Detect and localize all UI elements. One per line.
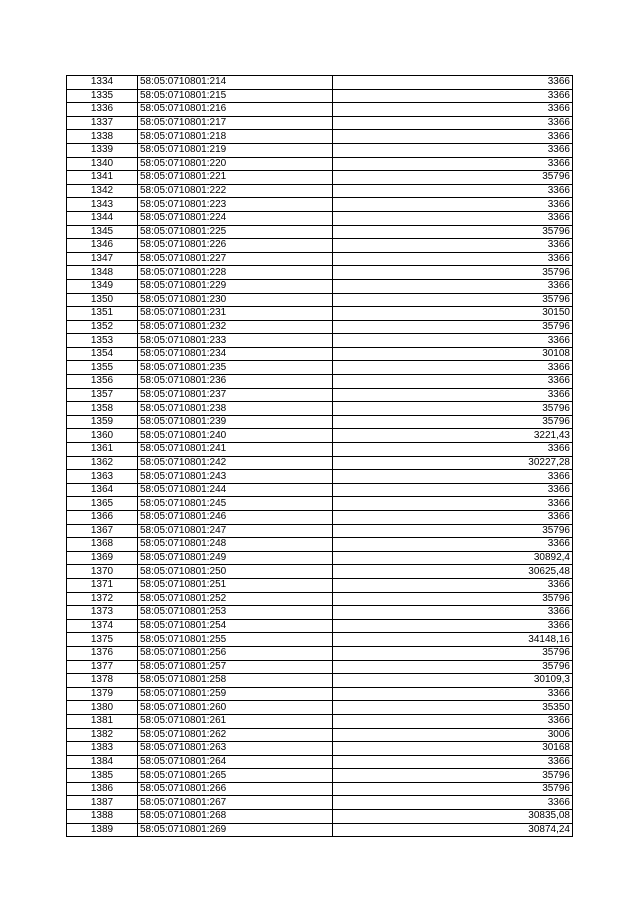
row-number-cell: 1365 [67, 497, 138, 511]
value-cell: 3366 [333, 511, 573, 525]
value-cell: 35796 [333, 660, 573, 674]
value-cell: 30892,4 [333, 551, 573, 565]
row-number-cell: 1346 [67, 239, 138, 253]
table-row [67, 660, 573, 674]
value-cell: 3366 [333, 279, 573, 293]
row-number-cell: 1369 [67, 551, 138, 565]
table-row [67, 171, 573, 185]
value-cell: 3366 [333, 497, 573, 511]
value-cell: 35796 [333, 592, 573, 606]
row-number-cell: 1362 [67, 456, 138, 470]
row-number-cell: 1389 [67, 823, 138, 837]
table-row [67, 116, 573, 130]
table-row [67, 578, 573, 592]
value-cell: 30150 [333, 307, 573, 321]
cadastral-number-cell: 58:05:0710801:239 [138, 415, 333, 429]
cadastral-number-cell: 58:05:0710801:226 [138, 239, 333, 253]
value-cell: 3366 [333, 483, 573, 497]
cadastral-number-cell: 58:05:0710801:217 [138, 116, 333, 130]
value-cell: 3366 [333, 184, 573, 198]
row-number-cell: 1373 [67, 606, 138, 620]
cadastral-number-cell: 58:05:0710801:245 [138, 497, 333, 511]
table-row [67, 687, 573, 701]
cadastral-number-cell: 58:05:0710801:236 [138, 375, 333, 389]
row-number-cell: 1371 [67, 578, 138, 592]
row-number-cell: 1363 [67, 470, 138, 484]
cadastral-number-cell: 58:05:0710801:265 [138, 769, 333, 783]
cadastral-number-cell: 58:05:0710801:243 [138, 470, 333, 484]
cadastral-number-cell: 58:05:0710801:225 [138, 225, 333, 239]
value-cell: 3366 [333, 76, 573, 90]
value-cell: 3366 [333, 388, 573, 402]
row-number-cell: 1364 [67, 483, 138, 497]
data-table [66, 75, 573, 837]
value-cell: 3366 [333, 578, 573, 592]
cadastral-number-cell: 58:05:0710801:235 [138, 361, 333, 375]
cadastral-number-cell: 58:05:0710801:269 [138, 823, 333, 837]
table-row [67, 279, 573, 293]
row-number-cell: 1366 [67, 511, 138, 525]
row-number-cell: 1370 [67, 565, 138, 579]
row-number-cell: 1336 [67, 103, 138, 117]
table-row [67, 402, 573, 416]
table-row [67, 769, 573, 783]
table-row [67, 701, 573, 715]
value-cell: 3366 [333, 714, 573, 728]
cadastral-number-cell: 58:05:0710801:218 [138, 130, 333, 144]
table-row [67, 483, 573, 497]
value-cell: 3366 [333, 130, 573, 144]
cadastral-number-cell: 58:05:0710801:221 [138, 171, 333, 185]
row-number-cell: 1377 [67, 660, 138, 674]
row-number-cell: 1339 [67, 143, 138, 157]
value-cell: 3366 [333, 538, 573, 552]
row-number-cell: 1367 [67, 524, 138, 538]
value-cell: 3366 [333, 796, 573, 810]
row-number-cell: 1360 [67, 429, 138, 443]
value-cell: 3366 [333, 239, 573, 253]
row-number-cell: 1345 [67, 225, 138, 239]
row-number-cell: 1375 [67, 633, 138, 647]
value-cell: 35796 [333, 782, 573, 796]
value-cell: 3366 [333, 619, 573, 633]
row-number-cell: 1350 [67, 293, 138, 307]
value-cell: 30874,24 [333, 823, 573, 837]
cadastral-number-cell: 58:05:0710801:251 [138, 578, 333, 592]
table-row [67, 334, 573, 348]
table-row [67, 456, 573, 470]
cadastral-number-cell: 58:05:0710801:229 [138, 279, 333, 293]
cadastral-number-cell: 58:05:0710801:246 [138, 511, 333, 525]
table-row [67, 592, 573, 606]
table-row [67, 415, 573, 429]
value-cell: 3366 [333, 198, 573, 212]
row-number-cell: 1358 [67, 402, 138, 416]
value-cell: 35796 [333, 769, 573, 783]
value-cell: 3366 [333, 252, 573, 266]
table-row [67, 375, 573, 389]
table-row [67, 823, 573, 837]
row-number-cell: 1344 [67, 211, 138, 225]
row-number-cell: 1368 [67, 538, 138, 552]
row-number-cell: 1357 [67, 388, 138, 402]
table-row [67, 524, 573, 538]
cadastral-number-cell: 58:05:0710801:266 [138, 782, 333, 796]
cadastral-number-cell: 58:05:0710801:261 [138, 714, 333, 728]
table-row [67, 742, 573, 756]
cadastral-number-cell: 58:05:0710801:238 [138, 402, 333, 416]
value-cell: 35350 [333, 701, 573, 715]
cadastral-number-cell: 58:05:0710801:264 [138, 755, 333, 769]
table-row [67, 89, 573, 103]
table-row [67, 443, 573, 457]
table-row [67, 565, 573, 579]
table-row [67, 714, 573, 728]
cadastral-number-cell: 58:05:0710801:254 [138, 619, 333, 633]
table-row [67, 347, 573, 361]
cadastral-number-cell: 58:05:0710801:241 [138, 443, 333, 457]
row-number-cell: 1379 [67, 687, 138, 701]
value-cell: 3366 [333, 103, 573, 117]
cadastral-number-cell: 58:05:0710801:233 [138, 334, 333, 348]
cadastral-number-cell: 58:05:0710801:228 [138, 266, 333, 280]
table-row [67, 810, 573, 824]
table-row [67, 606, 573, 620]
cadastral-number-cell: 58:05:0710801:248 [138, 538, 333, 552]
row-number-cell: 1349 [67, 279, 138, 293]
row-number-cell: 1383 [67, 742, 138, 756]
cadastral-number-cell: 58:05:0710801:250 [138, 565, 333, 579]
cadastral-number-cell: 58:05:0710801:253 [138, 606, 333, 620]
cadastral-number-cell: 58:05:0710801:263 [138, 742, 333, 756]
table-row [67, 361, 573, 375]
table-row [67, 157, 573, 171]
table-row [67, 103, 573, 117]
row-number-cell: 1355 [67, 361, 138, 375]
table-row [67, 796, 573, 810]
row-number-cell: 1382 [67, 728, 138, 742]
value-cell: 3366 [333, 157, 573, 171]
cadastral-number-cell: 58:05:0710801:231 [138, 307, 333, 321]
row-number-cell: 1352 [67, 320, 138, 334]
cadastral-number-cell: 58:05:0710801:237 [138, 388, 333, 402]
value-cell: 35796 [333, 266, 573, 280]
cadastral-number-cell: 58:05:0710801:227 [138, 252, 333, 266]
table-row [67, 551, 573, 565]
row-number-cell: 1384 [67, 755, 138, 769]
row-number-cell: 1361 [67, 443, 138, 457]
value-cell: 35796 [333, 646, 573, 660]
value-cell: 30227,28 [333, 456, 573, 470]
table-row [67, 143, 573, 157]
row-number-cell: 1372 [67, 592, 138, 606]
cadastral-number-cell: 58:05:0710801:219 [138, 143, 333, 157]
row-number-cell: 1354 [67, 347, 138, 361]
cadastral-number-cell: 58:05:0710801:240 [138, 429, 333, 443]
cadastral-number-cell: 58:05:0710801:267 [138, 796, 333, 810]
value-cell: 3366 [333, 606, 573, 620]
value-cell: 3366 [333, 443, 573, 457]
cadastral-number-cell: 58:05:0710801:258 [138, 674, 333, 688]
row-number-cell: 1351 [67, 307, 138, 321]
table-row [67, 184, 573, 198]
table-row [67, 755, 573, 769]
table-row [67, 211, 573, 225]
row-number-cell: 1376 [67, 646, 138, 660]
value-cell: 35796 [333, 524, 573, 538]
table-row [67, 497, 573, 511]
value-cell: 3366 [333, 211, 573, 225]
row-number-cell: 1380 [67, 701, 138, 715]
row-number-cell: 1356 [67, 375, 138, 389]
value-cell: 35796 [333, 293, 573, 307]
row-number-cell: 1387 [67, 796, 138, 810]
table-row [67, 619, 573, 633]
table-body [67, 76, 573, 837]
table-row [67, 252, 573, 266]
value-cell: 3366 [333, 687, 573, 701]
table-row [67, 728, 573, 742]
cadastral-number-cell: 58:05:0710801:216 [138, 103, 333, 117]
value-cell: 35796 [333, 402, 573, 416]
table-row [67, 388, 573, 402]
value-cell: 30108 [333, 347, 573, 361]
value-cell: 3366 [333, 116, 573, 130]
row-number-cell: 1341 [67, 171, 138, 185]
row-number-cell: 1334 [67, 76, 138, 90]
table-row [67, 266, 573, 280]
cadastral-number-cell: 58:05:0710801:262 [138, 728, 333, 742]
value-cell: 34148,16 [333, 633, 573, 647]
row-number-cell: 1338 [67, 130, 138, 144]
row-number-cell: 1359 [67, 415, 138, 429]
value-cell: 3366 [333, 334, 573, 348]
table-row [67, 307, 573, 321]
table-row [67, 76, 573, 90]
table-row [67, 470, 573, 484]
table-row [67, 225, 573, 239]
value-cell: 30168 [333, 742, 573, 756]
cadastral-number-cell: 58:05:0710801:214 [138, 76, 333, 90]
cadastral-number-cell: 58:05:0710801:220 [138, 157, 333, 171]
row-number-cell: 1335 [67, 89, 138, 103]
table-row [67, 293, 573, 307]
row-number-cell: 1342 [67, 184, 138, 198]
cadastral-number-cell: 58:05:0710801:215 [138, 89, 333, 103]
row-number-cell: 1337 [67, 116, 138, 130]
value-cell: 3366 [333, 143, 573, 157]
cadastral-number-cell: 58:05:0710801:255 [138, 633, 333, 647]
cadastral-number-cell: 58:05:0710801:223 [138, 198, 333, 212]
row-number-cell: 1353 [67, 334, 138, 348]
row-number-cell: 1347 [67, 252, 138, 266]
row-number-cell: 1348 [67, 266, 138, 280]
cadastral-number-cell: 58:05:0710801:249 [138, 551, 333, 565]
value-cell: 3221,43 [333, 429, 573, 443]
table-row [67, 646, 573, 660]
row-number-cell: 1386 [67, 782, 138, 796]
cadastral-number-cell: 58:05:0710801:247 [138, 524, 333, 538]
row-number-cell: 1343 [67, 198, 138, 212]
table-row [67, 538, 573, 552]
value-cell: 35796 [333, 415, 573, 429]
value-cell: 3366 [333, 361, 573, 375]
cadastral-number-cell: 58:05:0710801:252 [138, 592, 333, 606]
value-cell: 35796 [333, 320, 573, 334]
cadastral-number-cell: 58:05:0710801:257 [138, 660, 333, 674]
table-row [67, 198, 573, 212]
value-cell: 35796 [333, 225, 573, 239]
cadastral-number-cell: 58:05:0710801:224 [138, 211, 333, 225]
row-number-cell: 1340 [67, 157, 138, 171]
value-cell: 35796 [333, 171, 573, 185]
row-number-cell: 1378 [67, 674, 138, 688]
cadastral-number-cell: 58:05:0710801:260 [138, 701, 333, 715]
table-row [67, 239, 573, 253]
row-number-cell: 1381 [67, 714, 138, 728]
value-cell: 3366 [333, 755, 573, 769]
value-cell: 30625,48 [333, 565, 573, 579]
table-row [67, 674, 573, 688]
cadastral-number-cell: 58:05:0710801:234 [138, 347, 333, 361]
table-row [67, 782, 573, 796]
value-cell: 3006 [333, 728, 573, 742]
cadastral-number-cell: 58:05:0710801:259 [138, 687, 333, 701]
row-number-cell: 1374 [67, 619, 138, 633]
row-number-cell: 1385 [67, 769, 138, 783]
value-cell: 3366 [333, 470, 573, 484]
row-number-cell: 1388 [67, 810, 138, 824]
table-row [67, 320, 573, 334]
table-row [67, 130, 573, 144]
table-row [67, 429, 573, 443]
value-cell: 30109,3 [333, 674, 573, 688]
cadastral-number-cell: 58:05:0710801:242 [138, 456, 333, 470]
cadastral-number-cell: 58:05:0710801:244 [138, 483, 333, 497]
cadastral-number-cell: 58:05:0710801:230 [138, 293, 333, 307]
value-cell: 3366 [333, 375, 573, 389]
cadastral-number-cell: 58:05:0710801:222 [138, 184, 333, 198]
table-row [67, 511, 573, 525]
cadastral-number-cell: 58:05:0710801:256 [138, 646, 333, 660]
value-cell: 30835,08 [333, 810, 573, 824]
table-row [67, 633, 573, 647]
value-cell: 3366 [333, 89, 573, 103]
cadastral-number-cell: 58:05:0710801:268 [138, 810, 333, 824]
cadastral-number-cell: 58:05:0710801:232 [138, 320, 333, 334]
